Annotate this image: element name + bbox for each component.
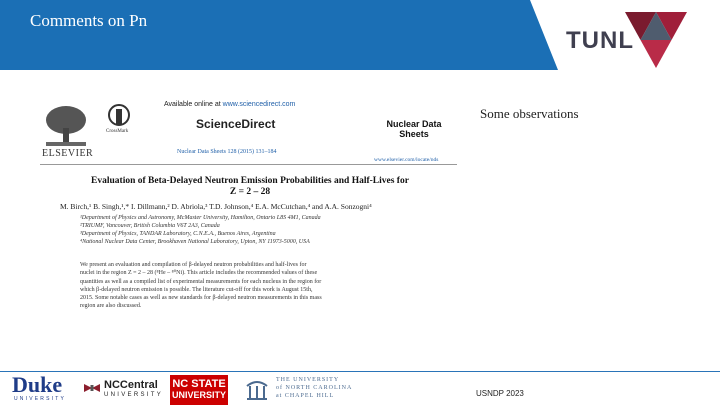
paper-title — [40, 176, 460, 198]
abstract-line: 2015. Some notable cases as well as new standards for β-delayed neutron measurements in this mass — [80, 295, 322, 302]
affiliation: ³Department of Physics, TANDAR Laboratory, C.N.E.A., Buenos Aires, Argentina — [80, 231, 276, 237]
crossmark-icon — [108, 104, 130, 128]
unc-logo — [276, 376, 352, 400]
unc-logo-line2: of NORTH CAROLINA — [276, 385, 353, 391]
ncstate-logo — [170, 375, 228, 405]
unc-well-icon — [244, 376, 270, 402]
header-rule — [40, 164, 457, 165]
unc-logo-line3: at CHAPEL HILL — [276, 393, 335, 399]
sciencedirect-url[interactable]: www.sciencedirect.com — [222, 101, 296, 108]
abstract-line: region are also discussed. — [80, 303, 142, 310]
nccu-eagle-icon — [84, 382, 100, 394]
nccu-logo: NCCentral — [104, 379, 158, 391]
abstract — [80, 261, 420, 311]
affiliation: ¹Department of Physics and Astronomy, McMaster University, Hamilton, Ontario L8S 4M1, Canada — [80, 215, 321, 221]
sciencedirect-logo: ScienceDirect — [196, 117, 276, 131]
ncstate-logo-line1: NC STATE — [172, 378, 226, 390]
journal-title-line1: Nuclear Data — [386, 119, 442, 129]
unc-logo-line1: THE UNIVERSITY — [276, 377, 340, 383]
journal-title-line2: Sheets — [399, 129, 429, 139]
ncstate-logo-line2: UNIVERSITY — [171, 390, 226, 400]
available-online — [164, 101, 295, 108]
nccu-logo-sub: UNIVERSITY — [104, 392, 164, 398]
slide-title: Comments on Pn — [30, 11, 148, 30]
footer-divider — [0, 371, 720, 372]
abstract-line: nuclei in the region Z = 2 – 28 (⁸He – ⁸⁰Ni). This article includes the recommended values of these — [80, 270, 318, 277]
available-prefix: Available online at — [164, 101, 223, 108]
affiliations — [80, 214, 440, 246]
paper-title-line1: Evaluation of Beta-Delayed Neutron Emission Probabilities and Half-Lives for — [91, 176, 409, 186]
paper-title-line2: Z = 2 – 28 — [229, 187, 271, 197]
affiliation: ²TRIUMF, Vancouver, British Columbia V6T 2A3, Canada — [80, 223, 220, 229]
journal-title — [384, 119, 444, 139]
tunl-logo-icon — [625, 12, 687, 68]
elsevier-wordmark: ELSEVIER — [42, 148, 94, 159]
abstract-line: which β-delayed neutron emission is possible. The literature cut-off for this work is August 15th, — [80, 286, 313, 293]
side-note: Some observations — [480, 106, 579, 121]
paper-screenshot — [40, 96, 460, 336]
journal-reference: Nuclear Data Sheets 128 (2015) 131–184 — [177, 149, 277, 155]
duke-logo: Duke — [12, 372, 63, 397]
duke-logo-sub: UNIVERSITY — [14, 396, 67, 402]
slide-header — [0, 0, 720, 70]
abstract-line: quantities as well as a compiled list of experimental measurements for each nucleus in the region for — [80, 278, 322, 285]
journal-url[interactable]: www.elsevier.com/locate/nds — [374, 157, 439, 163]
paper-authors: M. Birch,¹ B. Singh,¹,* I. Dillmann,² D. Abriola,³ T.D. Johnson,⁴ E.A. McCutchan,⁴ and A.A. Sonzogni⁴ — [60, 202, 372, 211]
crossmark-label: CrossMark — [106, 129, 129, 134]
abstract-line: We present an evaluation and compilation of β-delayed neutron probabilities and half-lives for — [80, 262, 307, 268]
affiliation: ⁴National Nuclear Data Center, Brookhaven National Laboratory, Upton, NY 11973-5000, USA — [80, 239, 310, 245]
footer-event: USNDP 2023 — [476, 389, 524, 398]
elsevier-tree-icon — [42, 104, 90, 148]
tunl-logo-text: TUNL — [566, 27, 634, 54]
